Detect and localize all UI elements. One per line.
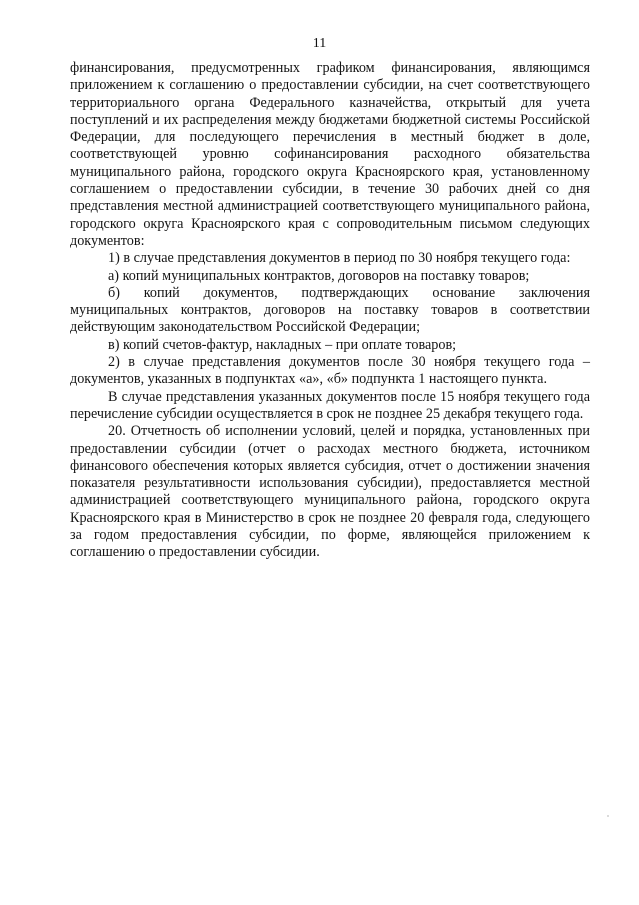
paragraph-item-1: 1) в случае представления документов в период по 30 ноября текущего года:	[108, 250, 571, 267]
paragraph-subitem-v: в) копий счетов-фактур, накладных – при оплате товаров;	[108, 336, 457, 353]
document-body	[70, 60, 590, 562]
paragraph-continuation: финансирования, предусмотренных графиком финансирования, являющимся приложением к соглашению о предоставлении субсидии, на счет соответствующего территориального органа Федерального казначейства, открытый для учета поступлений и их распределения между бюджетами бюджетной системы Российской Федерации, для последующего перечисления в местный бюджет в доле, соответствующей уровню софинансирования расходного обязательства муниципального района, городского округа Красноярского края, установленному соглашением о предоставлении субсидии, в течение 30 рабочих дней со дня представления местной администрацией соответствующего муниципального района, городского округа Красноярского края с сопроводительным письмом следующих документов:	[70, 60, 590, 249]
paragraph-section-20: 20. Отчетность об исполнении условий, целей и порядка, установленных при предоставлении субсидии (отчет о расходах местного бюджета, источником финансового обеспечения которых является субсидия, отчет о достижении значения показателя результативности использования субсидии), предоставляется местной администрацией соответствующего муниципального района, городского округа Красноярского края в Министерство в срок не позднее 20 февраля года, следующего за годом предоставления субсидии, по форме, являющейся приложением к соглашению о предоставлении субсидии.	[70, 423, 590, 561]
paragraph-deadline: В случае представления указанных документов после 15 ноября текущего года перечисление субсидии осуществляется в срок не позднее 25 декабря текущего года.	[70, 388, 590, 422]
paragraph-subitem-a: а) копий муниципальных контрактов, договоров на поставку товаров;	[108, 267, 530, 284]
scan-artifact	[607, 815, 609, 817]
page-number: 11	[312, 36, 327, 51]
paragraph-item-2: 2) в случае представления документов после 30 ноября текущего года – документов, указанных в подпунктах «а», «б» подпункта 1 настоящего пункта.	[70, 354, 590, 388]
paragraph-subitem-b: б) копий документов, подтверждающих основание заключения муниципальных контрактов, договоров на поставку товаров в соответствии действующим законодательством Российской Федерации;	[70, 284, 590, 336]
